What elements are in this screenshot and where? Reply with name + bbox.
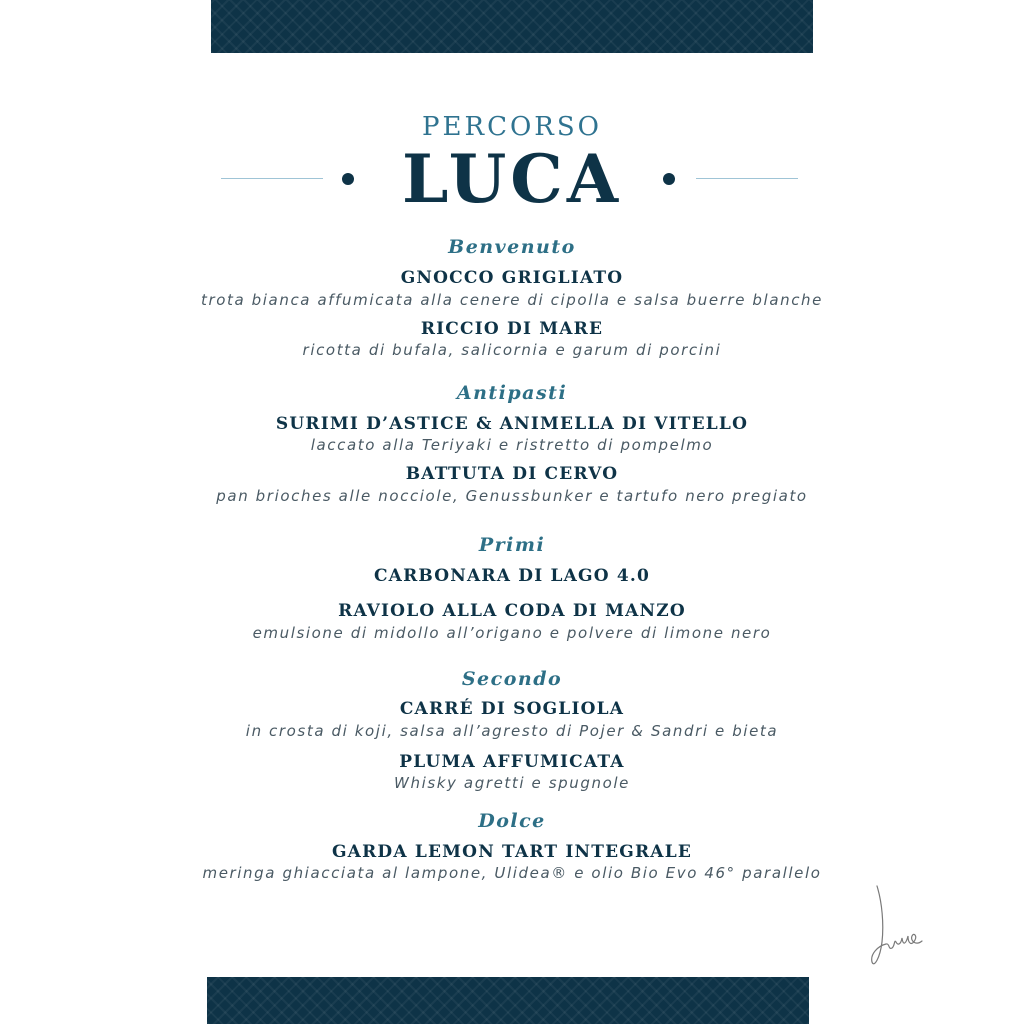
menu-title: LUCA [401, 140, 623, 218]
course-heading-benvenuto: Benvenuto [448, 236, 576, 258]
dish-description: emulsione di midollo all’origano e polvere di limone nero [252, 624, 772, 642]
course-heading-primi: Primi [478, 534, 546, 556]
dish-name: PLUMA AFFUMICATA [399, 752, 625, 772]
chef-signature-image [868, 884, 938, 970]
dish-description: in crosta di koji, salsa all’agresto di Pojer & Sandri e bieta [245, 722, 779, 740]
dish-name: SURIMI D’ASTICE & ANIMELLA DI VITELLO [275, 414, 749, 434]
dish-name: CARRÉ DI SOGLIOLA [399, 699, 625, 719]
course-heading-antipasti: Antipasti [456, 382, 568, 404]
right-dot-ornament [663, 173, 675, 185]
right-rule [696, 178, 798, 179]
dish-name: CARBONARA DI LAGO 4.0 [373, 566, 651, 586]
dish-name: GNOCCO GRIGLIATO [400, 268, 624, 288]
dish-description: Whisky agretti e spugnole [394, 774, 630, 792]
dish-description: laccato alla Teriyaki e ristretto di pompelmo [310, 436, 714, 454]
dish-name: BATTUTA DI CERVO [405, 464, 619, 484]
course-heading-secondo: Secondo [461, 668, 563, 690]
dish-description: pan brioches alle nocciole, Genussbunker e tartufo nero pregiato [216, 487, 808, 505]
dish-name: GARDA LEMON TART INTEGRALE [331, 842, 693, 862]
dish-description: trota bianca affumicata alla cenere di cipolla e salsa buerre blanche [200, 291, 823, 309]
dish-description: meringa ghiacciata al lampone, Ulidea® e olio Bio Evo 46° parallelo [202, 864, 822, 882]
dish-name: RICCIO DI MARE [420, 319, 604, 339]
menu-kicker: PERCORSO [422, 112, 602, 142]
dish-description: ricotta di bufala, salicornia e garum di porcini [302, 341, 722, 359]
course-heading-dolce: Dolce [478, 810, 546, 832]
dish-name: RAVIOLO ALLA CODA DI MANZO [338, 601, 686, 621]
top-pattern-band [211, 0, 813, 53]
title-row [0, 140, 1024, 220]
bottom-pattern-band [207, 977, 809, 1024]
